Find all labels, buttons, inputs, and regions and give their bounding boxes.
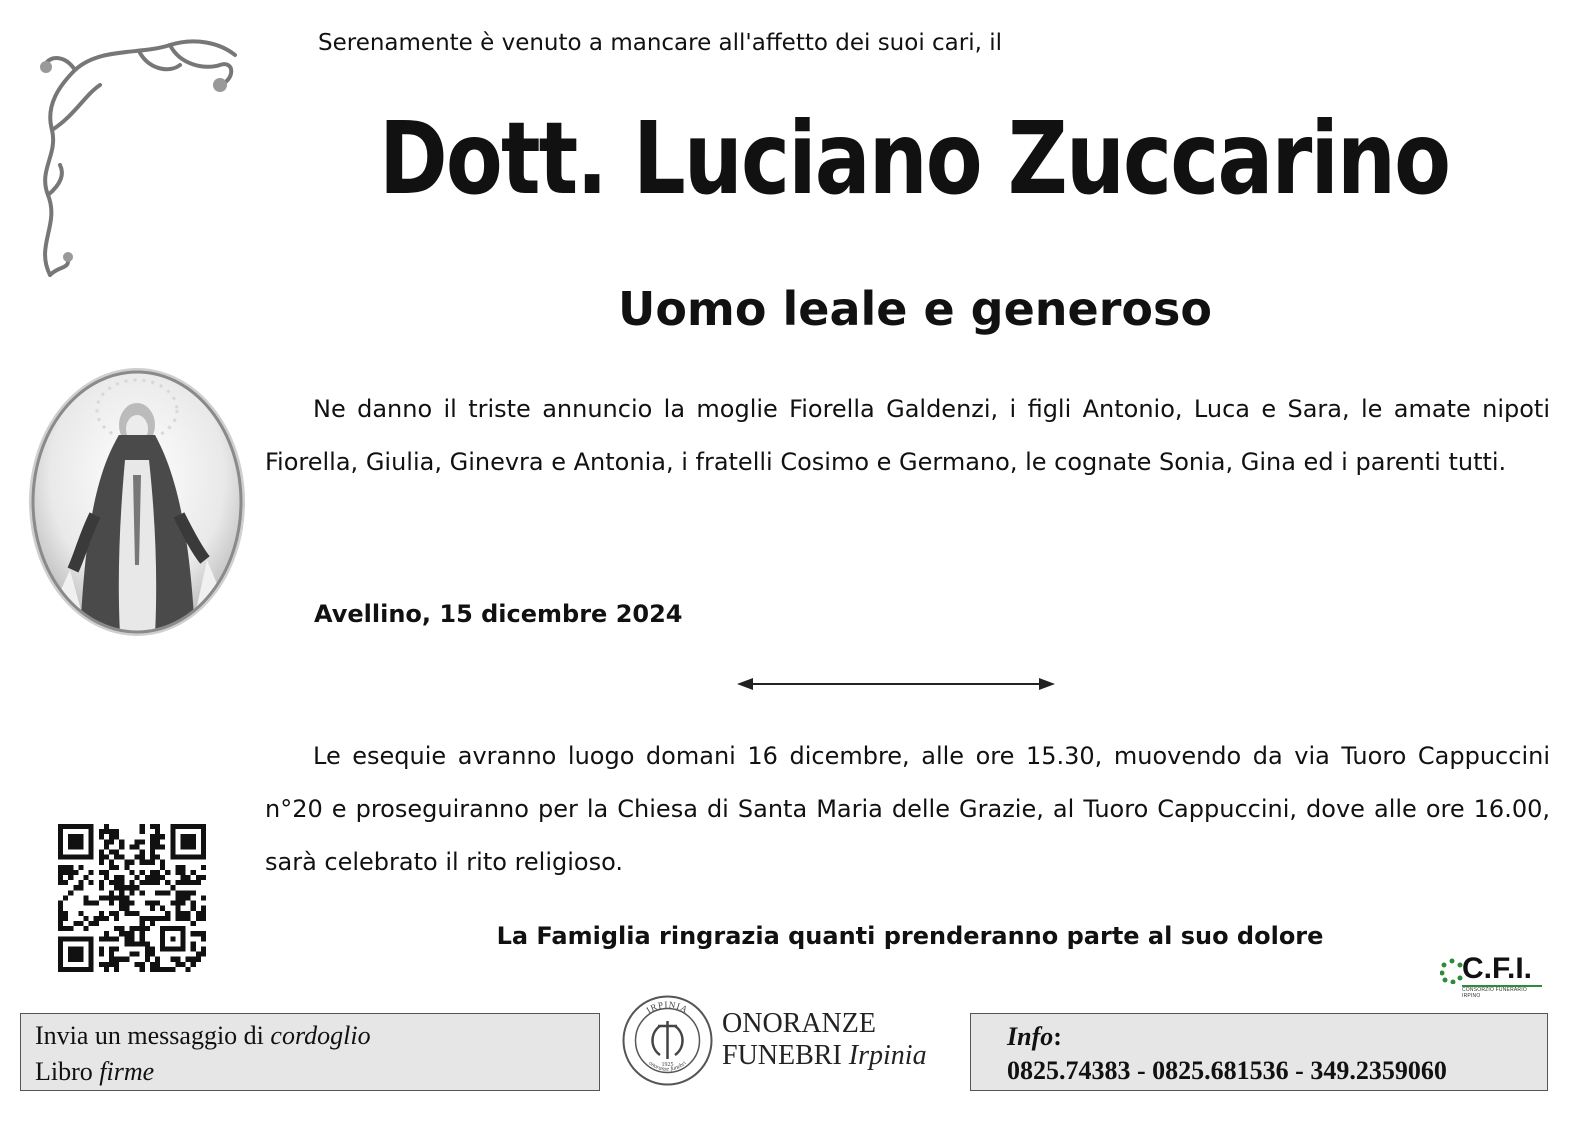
cfi-logo xyxy=(1440,952,1540,999)
family-thanks: La Famiglia ringrazia quanti prenderanno parte al suo dolore xyxy=(496,922,1324,950)
qr-code[interactable] xyxy=(58,824,206,972)
funeral-home-name xyxy=(722,1008,927,1072)
seal-bottom-text: onoranze funebri xyxy=(647,1060,688,1073)
funeral-home-line1: ONORANZE xyxy=(722,1008,876,1039)
seal-top-text: IRPINIA xyxy=(644,999,691,1016)
cfi-dots-icon xyxy=(1440,958,1464,984)
epitaph-subtitle: Uomo leale e generoso xyxy=(617,282,1213,336)
cfi-subtitle: CONSORZIO FUNERARIO IRPINO xyxy=(1462,985,1542,999)
funeral-home-seal-logo xyxy=(620,993,715,1088)
funeral-paragraph: Le esequie avranno luogo domani 16 dicembre, alle ore 15.30, muovendo da via Tuoro Cappuccini n°20 e proseguiranno per la Chiesa di Santa Maria delle Grazie, al Tuoro Cappuccini, dove alle ore 16.00, sarà celebrato il rito religioso. xyxy=(265,742,1550,876)
place-date: Avellino, 15 dicembre 2024 xyxy=(314,600,683,628)
info-label: Info: xyxy=(1007,1022,1062,1051)
intro-text: Serenamente è venuto a mancare all'affetto dei suoi cari, il xyxy=(318,30,1003,56)
cfi-label: C.F.I. xyxy=(1462,952,1533,985)
info-phones[interactable]: 0825.74383 - 0825.681536 - 349.2359060 xyxy=(1007,1056,1447,1085)
deceased-name: Dott. Luciano Zuccarino xyxy=(379,100,1450,217)
condolence-box[interactable] xyxy=(20,1013,600,1091)
condolence-message-link[interactable]: Invia un messaggio di cordoglio xyxy=(35,1021,371,1050)
family-paragraph: Ne danno il triste annuncio la moglie Fiorella Galdenzi, i figli Antonio, Luca e Sara, le amate nipoti Fiorella, Giulia, Ginevra e Antonia, i fratelli Cosimo e Germano, le cognate Sonia, Gina ed i parenti tutti. xyxy=(265,395,1550,476)
guestbook-link[interactable]: Libro firme xyxy=(35,1057,155,1086)
seal-year: 1925 xyxy=(661,1062,674,1068)
info-box xyxy=(970,1013,1548,1091)
madonna-portrait xyxy=(25,365,250,640)
double-arrow-divider xyxy=(735,674,1057,694)
funeral-home-line2: FUNEBRI Irpinia xyxy=(722,1040,927,1071)
